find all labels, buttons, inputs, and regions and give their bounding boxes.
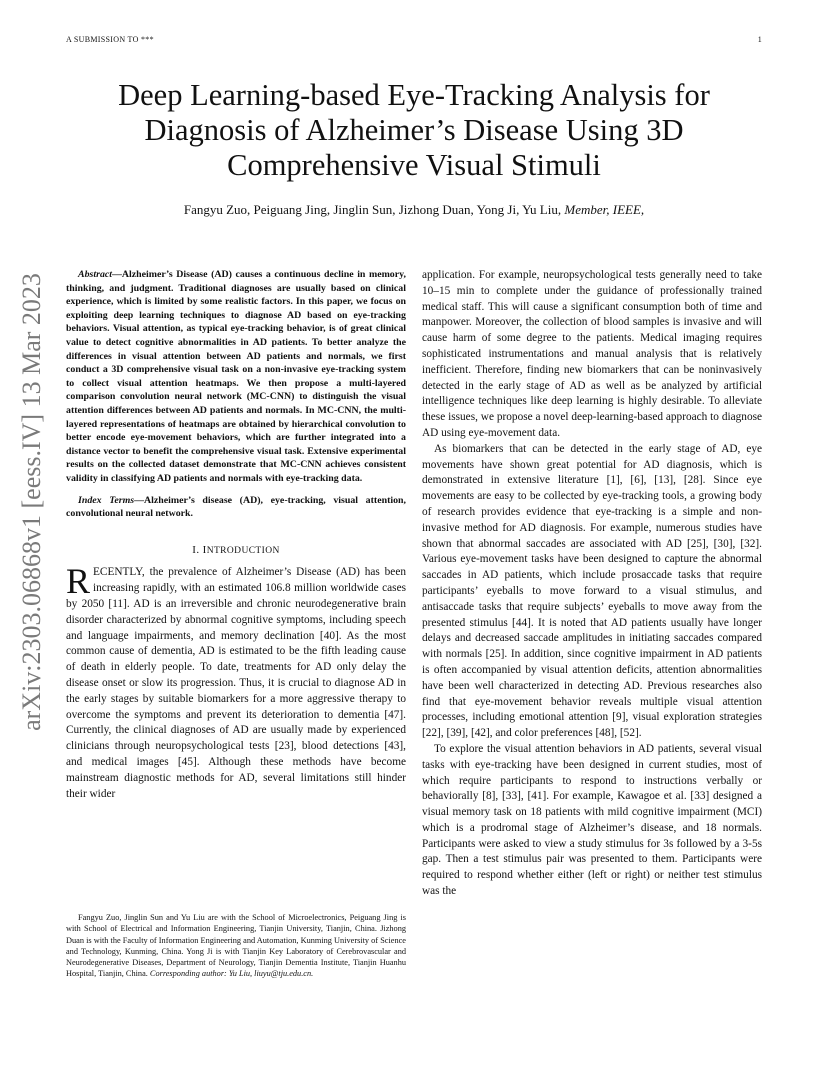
index-terms-label: Index Terms bbox=[78, 494, 135, 506]
index-terms: Index Terms—Alzheimer’s disease (AD), eye-tracking, visual attention, convolutional neural network. bbox=[66, 494, 407, 520]
right-column bbox=[422, 268, 762, 900]
running-header bbox=[66, 35, 762, 44]
title-line: Deep Learning-based Eye-Tracking Analysis for bbox=[118, 78, 710, 112]
paper-title bbox=[60, 78, 768, 183]
intro-caps: ECENTLY bbox=[93, 566, 142, 579]
corresponding-author: Corresponding author: Yu Liu, liuyu@tju.edu.cn. bbox=[149, 969, 314, 979]
author-list bbox=[60, 202, 768, 218]
drop-cap: R bbox=[66, 561, 91, 602]
abstract-text: Alzheimer’s Disease (AD) causes a continuous decline in memory, thinking, and judgment. Traditional diagnoses are usually based on clinical experience, which is limited by some realistic factors. In this paper, we focus on exploiting deep learning techniques to diagnose AD based on eye-tracking behaviors. Visual attention, as typical eye-tracking behavior, is of great clinical value to detect cognitive abnormalities in AD patients. To better analyze the differences in visual attention between AD patients and normals, we first conduct a 3D comprehensive visual task on a non-invasive eye-tracking system to collect visual attention heatmaps. We then propose a multi-layered comparison convolution neural network (MC-CNN) to distinguish the visual attention differences between AD patients and normals. In MC-CNN, the multi-layered representations of heatmaps are obtained by hierarchical convolution to better encode eye-movement behaviors, which are further integrated into a distance vector to benefit the comprehensive visual task. Extensive experimental results on the collected dataset demonstrate that MC-CNN achieves consistent validity in classifying AD patients and normals with eye-tracking data. bbox=[66, 269, 406, 484]
body-paragraph: application. For example, neuropsychological tests generally need to take 10–15 min to complete under the guidance of professionally trained medical staff. This will cause a significant consumption both of time and manpower. Moreover, the collection of blood samples is invasive and will cause harm of some degree to the patients. Medical imaging requires sophisticated instrumentations and manual analysis that is relatively inefficient. Therefore, finding new biomarkers that can be noninvasively detected in the early stage of AD as well as be analyzed by artificial intelligence techniques like deep learning is highly desirable. To alleviate these issues, we propose a novel deep-learning-based approach to diagnose AD using eye-movement data. bbox=[422, 269, 762, 439]
footnote bbox=[66, 912, 406, 980]
body-paragraph: As biomarkers that can be detected in the early stage of AD, eye movements have shown great potential for AD diagnosis, which is demonstrated in extensive literature [1], [6], [13], [28]. Since eye movements are easy to be collected by eye-tracking tools, a growing body of research provides evidence that eye-tracking is a simple and non-invasive method for AD diagnosis. For example, numerous studies have shown that abnormal saccades are associated with AD [25], [30], [32]. Various eye-movement tasks have been designed to capture the abnormal saccades in AD patients, which include prosaccade tasks that require participants’ eyeballs to move forward to a visual stimulus, and antisaccade tasks that require subjects’ eyeballs to move away from the presented stimulus [44]. It is noted that AD patients usually have longer delays and decreased saccade amplitudes in initiating saccades compared with normals [25]. In addition, since cognitive impairment in AD patients is often accompanied by visual attention deficits, attention abnormalities have been well characterized in detecting AD. Previous researches also find that eye-movement behavior reveals multiple visual attention processes, including emotional attention [9], visual exploration strategies [22], [39], [42], and color preferences [48], [52]. bbox=[422, 442, 762, 740]
section-first-letter: I bbox=[202, 543, 207, 556]
body-paragraph: To explore the visual attention behaviors in AD patients, several visual tasks with eye-tracking have been designed in current studies, most of which require participants to respond to instructions verbally or behaviorally [8], [33], [41]. For example, Kawagoe et al. [33] designed a visual memory task on 18 patients with mild cognitive impairment (MCI) which is a prodromal stage of Alzheimer’s disease, and 18 normals. Participants were asked to view a study stimulus for 3s followed by a 3-5s gap. Then a test stimulus pair was presented to them. Participants were required to respond whether either (left or right) or neither test stimulus was the bbox=[422, 742, 762, 898]
section-rest: NTRODUCTION bbox=[206, 545, 280, 556]
arxiv-stamp bbox=[14, 273, 50, 731]
running-header-text: A SUBMISSION TO *** bbox=[66, 35, 154, 44]
intro-paragraph bbox=[66, 561, 406, 802]
intro-text: , the prevalence of Alzheimer’s Disease (AD) has been increasing rapidly, with an estimated 106.8 million worldwide cases by 2050 [11]. AD is an irreversible and chronic neurodegenerative brain disorder characterized by abnormal cognitive symptoms, including speech and language impairments, and memory declination [40]. As the most common cause of dementia, AD is estimated to be the fifth leading cause of death in elderly people. To date, treatments for AD only delay the disease onset or slow its progression. Thus, it is crucial to diagnose AD in the early stages by suitable biomarkers for a more aggressive therapy to overcome the symptoms and prevent its deterioration to dementia [47]. Currently, the clinical diagnoses of AD are usually made by experienced clinicians through neuropsychological tests [23], blood detections [43], and medical images [45]. Although these methods have become mainstream diagnostic methods for AD, several limitations still hinder their wider bbox=[66, 566, 406, 800]
section-heading bbox=[66, 543, 406, 560]
page-number: 1 bbox=[757, 35, 762, 44]
arxiv-stamp-text: arXiv:2303.06868v1 [eess.IV] 13 Mar 2023 bbox=[17, 273, 46, 731]
abstract-label: Abstract bbox=[78, 269, 113, 280]
title-line: Comprehensive Visual Stimuli bbox=[227, 148, 601, 182]
footnote-text: Fangyu Zuo, Jinglin Sun and Yu Liu are with the School of Microelectronics, Peiguang Jing is with School of Electrical and Information Engineering, Tianjin University, Tianjin, China. Jizhong Duan is with the Faculty of Information Engineering and Automation, Kunming University of Science and Technology, Kunming, China. Yong Ji is with Tianjin Key Laboratory of Cerebrovascular and Neurodegenerative Diseases, Department of Neurology, Tianjin Dementia Institute, Tianjin Huanhu Hospital, Tianjin, China. bbox=[66, 913, 406, 979]
abstract: Abstract—Alzheimer’s Disease (AD) causes a continuous decline in memory, thinking, and judgment. Traditional diagnoses are usually based on clinical experience, which is limited by some realistic factors. In this paper, we focus on exploiting deep learning techniques to diagnose AD based on eye-tracking behaviors. Visual attention, as typical eye-tracking behavior, is of great clinical value to detect cognitive abnormalities in AD patients. To better analyze the differences in visual attention between AD patients and normals, we first conduct a 3D comprehensive visual task on a non-invasive eye-tracking system to collect visual attention heatmaps. We then propose a multi-layered comparison convolution neural network (MC-CNN) to distinguish the visual attention differences between AD patients and normals. In MC-CNN, the multi-layered representations of heatmaps are obtained by hierarchical convolution to better encode eye-movement behaviors, which are further integrated into a distance vector to benefit the comprehensive visual task. Extensive experimental results on the collected dataset demonstrate that MC-CNN achieves consistent validity in classifying AD patients and normals with eye-tracking data. bbox=[66, 269, 406, 484]
author-membership: Member, IEEE, bbox=[564, 202, 645, 217]
left-column bbox=[66, 268, 406, 802]
index-terms-text: Alzheimer’s disease (AD), eye-tracking, visual attention, convolutional neural network. bbox=[66, 494, 407, 520]
section-numeral: I. bbox=[192, 543, 200, 556]
author-names: Fangyu Zuo, Peiguang Jing, Jinglin Sun, Jizhong Duan, Yong Ji, Yu Liu, bbox=[183, 202, 562, 217]
title-line: Diagnosis of Alzheimer’s Disease Using 3D bbox=[144, 113, 684, 147]
